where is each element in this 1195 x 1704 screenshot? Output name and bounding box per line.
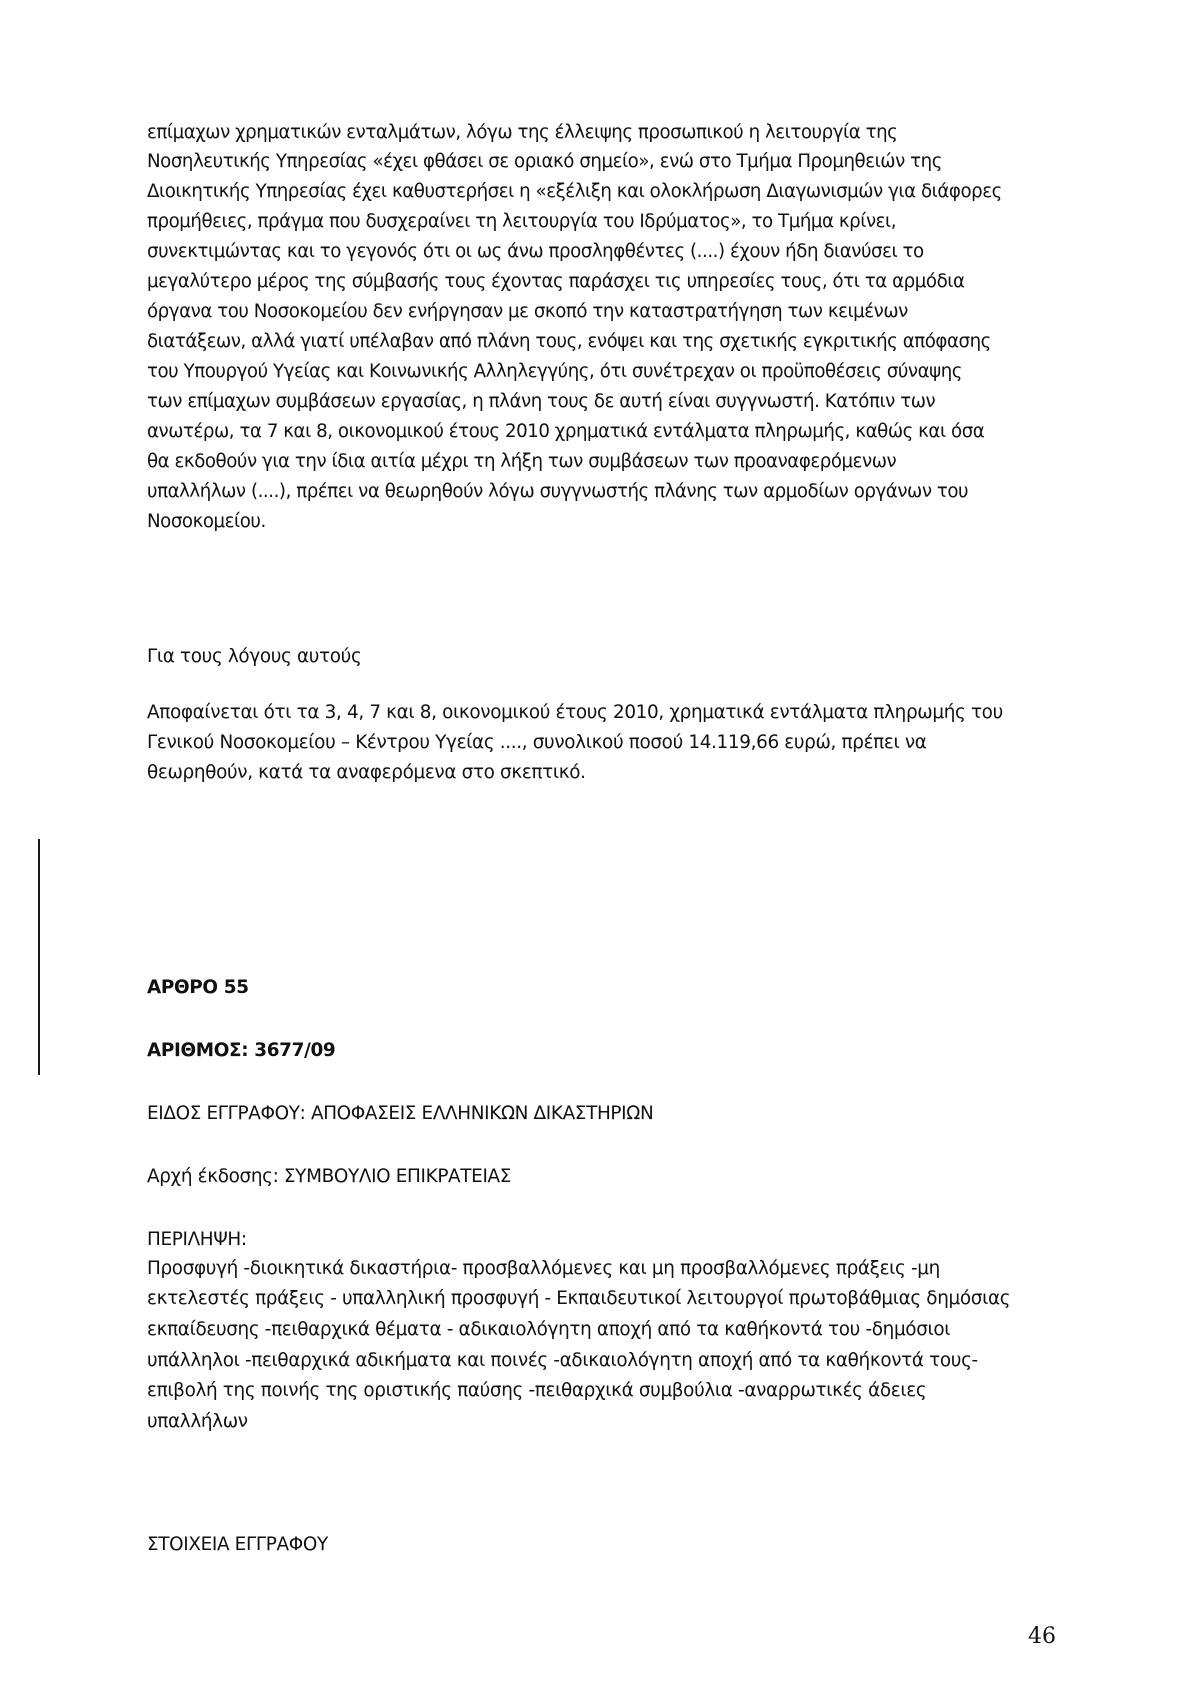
article-title: ΑΡΘΡΟ 55 [147, 977, 249, 998]
body-text-line: συνεκτιμώντας και το γεγονός ότι οι ως άνω προσληφθέντες (....) έχουν ήδη διανύσει το [147, 241, 924, 262]
margin-rule [38, 839, 40, 1075]
body-text-line: των επίμαχων συμβάσεων εργασίας, η πλάνη τους δε αυτή είναι συγγνωστή. Κατόπιν των [147, 391, 936, 412]
body-text-line: όργανα του Νοσοκομείου δεν ενήργησαν με σκοπό την καταστρατήγηση των κειμένων [147, 301, 908, 322]
body-text-line: Διοικητικής Υπηρεσίας έχει καθυστερήσει η «εξέλιξη και ολοκλήρωση Διαγωνισμών για διάφορες [147, 181, 1002, 202]
body-text-line: Νοσοκομείου. [147, 511, 266, 532]
body-text-line: προμήθειες, πράγμα που δυσχεραίνει τη λειτουργία του Ιδρύματος», το Τμήμα κρίνει, [147, 211, 897, 232]
decision-text-line: Αποφαίνεται ότι τα 3, 4, 7 και 8, οικονομικού έτους 2010, χρηματικά εντάλματα πληρωμής του [147, 702, 1003, 723]
decision-text-line: θεωρηθούν, κατά τα αναφερόμενα στο σκεπτικό. [147, 762, 586, 783]
summary-text-line: υπαλλήλων [147, 1411, 248, 1432]
document-info-label: ΣΤΟΙΧΕΙΑ ΕΓΓΡΑΦΟΥ [147, 1534, 328, 1555]
document-number: ΑΡΙΘΜΟΣ: 3677/09 [147, 1040, 336, 1061]
summary-text-line: επιβολή της ποινής της οριστικής παύσης -πειθαρχικά συμβούλια -αναρρωτικές άδειες [147, 1380, 927, 1401]
body-text-line: Νοσηλευτικής Υπηρεσίας «έχει φθάσει σε οριακό σημείο», ενώ στο Τμήμα Προμηθειών της [147, 151, 942, 172]
body-text-line: ανωτέρω, τα 7 και 8, οικονομικού έτους 2010 χρηματικά εντάλματα πληρωμής, καθώς και όσα [147, 421, 985, 442]
body-text-line: μεγαλύτερο μέρος της σύμβασής τους έχοντας παράσχει τις υπηρεσίες τους, ότι τα αρμόδια [147, 271, 965, 292]
decision-text-line: Γενικού Νοσοκομείου – Κέντρου Υγείας ...., συνολικού ποσού 14.119,66 ευρώ, πρέπει να [147, 732, 927, 753]
reasons-heading: Για τους λόγους αυτούς [147, 646, 362, 667]
body-text-line: διατάξεων, αλλά γιατί υπέλαβαν από πλάνη τους, ενόψει και της σχετικής εγκριτικής απόφασης [147, 331, 991, 352]
body-text-line: υπαλλήλων (....), πρέπει να θεωρηθούν λόγω συγγνωστής πλάνης των αρμοδίων οργάνων του [147, 481, 969, 502]
body-text-line: του Υπουργού Υγείας και Κοινωνικής Αλληλεγγύης, ότι συνέτρεχαν οι προϋποθέσεις σύναψης [147, 361, 963, 382]
body-text-line: επίμαχων χρηματικών ενταλμάτων, λόγω της έλλειψης προσωπικού η λειτουργία της [147, 122, 898, 143]
summary-text-line: υπάλληλοι -πειθαρχικά αδικήματα και ποινές -αδικαιολόγητη αποχή από τα καθήκοντά τους- [147, 1350, 978, 1371]
summary-label: ΠΕΡΙΛΗΨΗ: [147, 1229, 247, 1250]
summary-text-line: Προσφυγή -διοικητικά δικαστήρια- προσβαλλόμενες και μη προσβαλλόμενες πράξεις -μη [147, 1258, 940, 1279]
issuing-authority: Αρχή έκδοσης: ΣΥΜΒΟΥΛΙΟ ΕΠΙΚΡΑΤΕΙΑΣ [147, 1166, 512, 1187]
page-number: 46 [1028, 1624, 1056, 1649]
document-type: ΕΙΔΟΣ ΕΓΓΡΑΦΟΥ: ΑΠΟΦΑΣΕΙΣ ΕΛΛΗΝΙΚΩΝ ΔΙΚΑΣΤΗΡΙΩΝ [147, 1103, 654, 1124]
body-text-line: θα εκδοθούν για την ίδια αιτία μέχρι τη λήξη των συμβάσεων των προαναφερόμενων [147, 451, 897, 472]
summary-text-line: εκπαίδευσης -πειθαρχικά θέματα - αδικαιολόγητη αποχή από τα καθήκοντά του -δημόσιοι [147, 1319, 951, 1340]
summary-text-line: εκτελεστές πράξεις - υπαλληλική προσφυγή - Εκπαιδευτικοί λειτουργοί πρωτοβάθμιας δημόσιας [147, 1288, 1011, 1309]
